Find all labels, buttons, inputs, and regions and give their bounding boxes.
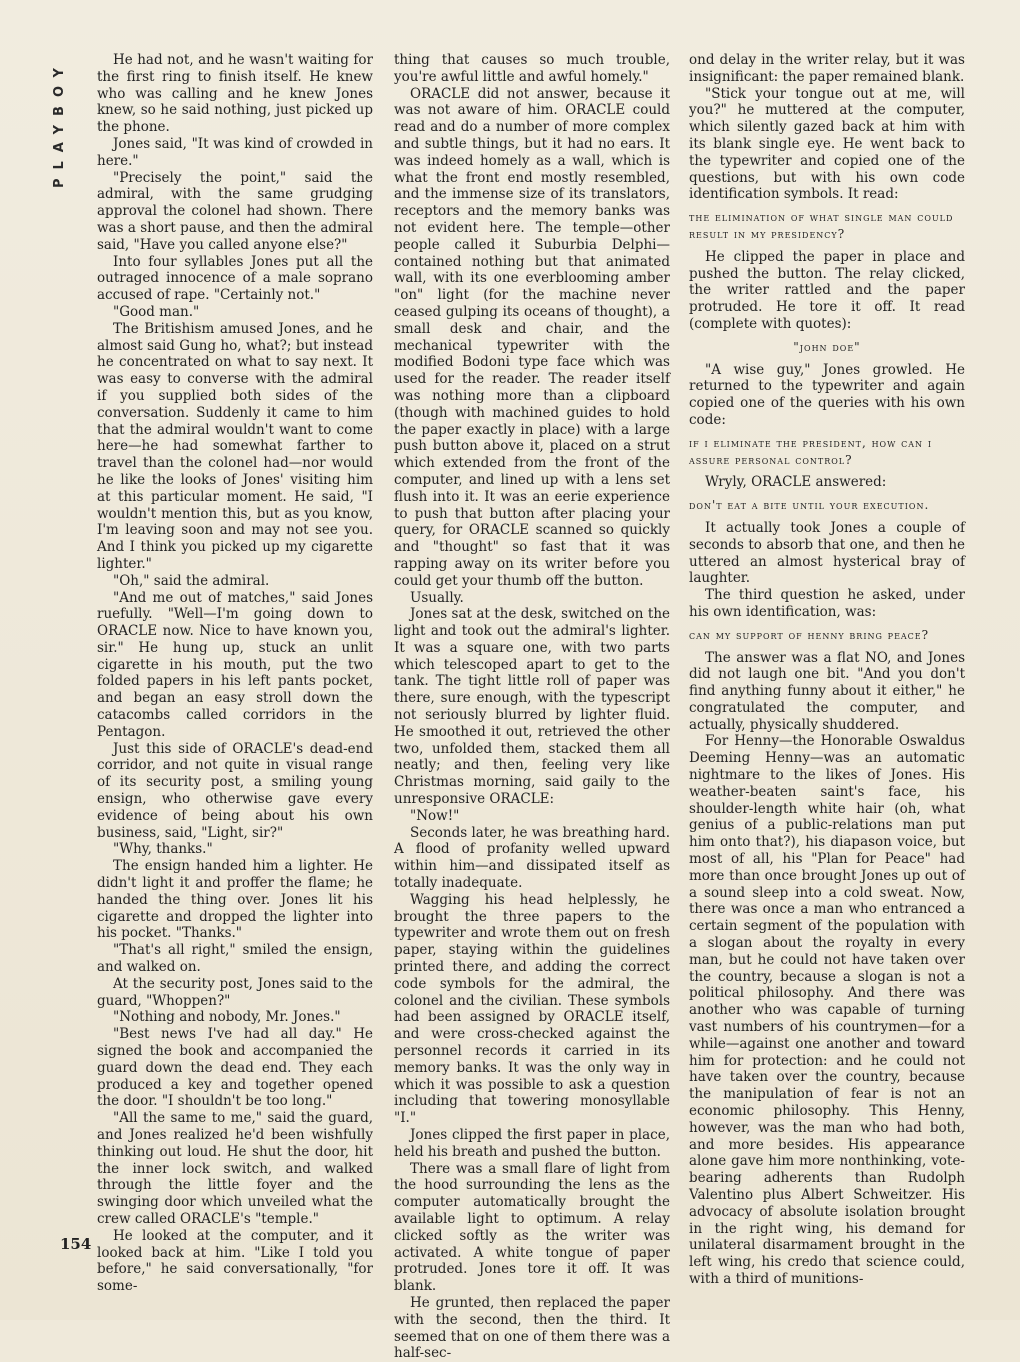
text-column-1	[97, 52, 373, 1302]
paragraph: Jones sat at the desk, switched on the light and took out the admiral's lighter. It was a square one, with two parts which telescoped apart to get to the tank. The tight little roll of paper was there, sure enough, with the typescript not seriously blurred by lighter fluid. He smoothed it out, retrieved the other two, unfolded them, stacked them all neatly; and then, feeling very like Christmas morning, said gaily to the unresponsive ORACLE:	[394, 606, 670, 808]
paragraph: The answer was a flat NO, and Jones did not laugh one bit. "And you don't find anything funny about it either," he congratulated the computer, and actually, physically shuddered.	[689, 649, 965, 733]
paragraph: "That's all right," smiled the ensign, and walked on.	[97, 942, 373, 976]
oracle-code-text: the elimination of what single man could result in my presidency?	[689, 210, 954, 241]
paragraph: "Precisely the point," said the admiral, with the same grudging approval the colonel had shown. There was a short pause, and then the admiral said, "Have you called anyone else?"	[97, 169, 373, 253]
paragraph: Just this side of ORACLE's dead-end corridor, and not quite in visual range of its security post, a smiling young ensign, who otherwise gave every evidence of being about his own business, said, "Light, sir?"	[97, 740, 373, 841]
paragraph: "Stick your tongue out at me, will you?" he muttered at the computer, which silently gazed back at him with its blank single eye. He went back to the typewriter and copied one of the questions, but with his own code identification symbols. It read:	[689, 85, 965, 203]
paragraph: "Nothing and nobody, Mr. Jones."	[113, 1009, 341, 1026]
paragraph: ORACLE did not answer, because it was not aware of him. ORACLE could read and do a number of more complex and subtle things, but it had no ears. It was indeed homely as a wall, which is what the front end mostly resembled, and the immense size of its translators, receptors and the memory banks was not evident here. The temple—other people called it Suburbia Delphi—contained nothing but that animated wall, with its one everblooming amber "on" light (for the machine never ceased gulping its oceans of thought), a small desk and chair, and the mechanical typewriter with the modified Bodoni type face which was used for the reader. The reader itself was nothing more than a clipboard (though with machined guides to hold the paper exactly in place) with a large push button above it, placed on a strut which extended from the front of the computer, and lined up with a lens set flush into it. It was an eerie experience to push that button after placing your query, for ORACLE scanned so quickly and "thought" so fast that it was rapping away on its writer before you could get your thumb off the button.	[394, 85, 670, 589]
paragraph: He looked at the computer, and it looked back at him. "Like I told you before," he said conversationally, "for some-	[97, 1227, 373, 1295]
paragraph: thing that causes so much trouble, you're awful little and awful homely."	[394, 52, 670, 85]
paragraph: Wryly, ORACLE answered:	[705, 474, 887, 491]
paragraph: Wagging his head helplessly, he brought the three papers to the typewriter and wrote them out on fresh paper, staying within the guidelines printed there, and adding the correct code symbols for the admiral, the colonel and the civilian. These symbols had been assigned by ORACLE itself, and were cross-checked against the personnel records it carried in its memory banks. It was the only way in which it was possible to ask a question including that towering monosyllable "I."	[394, 891, 670, 1127]
text-column-3	[689, 52, 965, 1302]
paragraph: There was a small flare of light from the hood surrounding the lens as the computer automatically brought the available light to optimum. A relay clicked softly as the writer was activated. A white tongue of paper protruded. Jones tore it off. It was blank.	[394, 1160, 670, 1295]
magazine-name: PLAYBOY	[52, 59, 67, 189]
paragraph: Into four syllables Jones put all the outraged innocence of a male soprano accused of rape. "Certainly not."	[97, 253, 373, 304]
paragraph: ond delay in the writer relay, but it was insignificant: the paper remained blank.	[689, 52, 965, 85]
paragraph: The ensign handed him a lighter. He didn't light it and proffer the flame; he handed the thing over. Jones lit his cigarette and dropped the lighter into his pocket. "Thanks."	[97, 858, 373, 942]
paragraph: He grunted, then replaced the paper with the second, then the third. It seemed that on one of them there was a half-sec-	[394, 1294, 670, 1362]
paragraph: Seconds later, he was breathing hard. A flood of profanity welled upward within him—and dissipated itself as totally inadequate.	[394, 824, 670, 892]
paragraph: "Now!"	[410, 807, 460, 824]
paragraph: It actually took Jones a couple of seconds to absorb that one, and then he uttered an almost hysterical bray of laughter.	[689, 519, 965, 587]
paragraph: He clipped the paper in place and pushed the button. The relay clicked, the writer rattled and the paper protruded. He tore it off. It read (complete with quotes):	[689, 248, 965, 332]
oracle-code-text: "john doe"	[793, 339, 861, 354]
paragraph: Jones said, "It was kind of crowded in here."	[97, 135, 373, 169]
paragraph: "Best news I've had all day." He signed the book and accompanied the guard down the dead end. They each produced a key and together opened the door. "I shouldn't be too long."	[97, 1026, 373, 1110]
oracle-code-text: if i eliminate the president, how can i assure personal control?	[689, 435, 933, 467]
paragraph: The Britishism amused Jones, and he almost said Gung ho, what?; but instead he concentrated on what to say next. It was easy to converse with the admiral if you supplied both sides of the conversation. Suddenly it came to him that the admiral wouldn't want to come here—he had somewhat farther to travel than the colonel had—nor would he like the looks of Jones' visiting him at this particular moment. He said, "I wouldn't mention this, but as you know, I'm leaving soon and may not see you. And I think you picked up my cigarette lighter."	[97, 320, 373, 572]
paragraph: "And me out of matches," said Jones ruefully. "Well—I'm going down to ORACLE now. Nice to have known you, sir." He hung up, stuck an unlit cigarette in his mouth, put the two folded papers in his left pants pocket, and began an easy stroll down the catacombs called corridors in the Pentagon.	[97, 589, 373, 740]
paragraph: "Oh," said the admiral.	[113, 572, 270, 589]
page-number: 154	[60, 1235, 92, 1253]
paragraph: "All the same to me," said the guard, and Jones realized he'd been wishfully thinking out loud. He shut the door, hit the inner lock switch, and walked through the little foyer and the swinging door which unveiled what the crew called ORACLE's "temple."	[97, 1110, 373, 1227]
text-column-2	[394, 52, 670, 1362]
oracle-code-text: can my support of henny bring peace?	[689, 627, 930, 642]
paragraph: Usually.	[410, 589, 464, 606]
paragraph: For Henny—the Honorable Oswaldus Deeming Henny—was an automatic nightmare to the likes of Jones. His weather-beaten saint's face, his shoulder-length white hair (oh, what genius of a public-relations man put him onto that?), his diapason voice, but most of all, his "Plan for Peace" had more than once brought Jones up out of a sound sleep into a cold sweat. Now, there was once a man who entranced a certain segment of the population with a slogan about the royalty in every man, but he could not have taken over the country, because a slogan is not a political philosophy. And there was another who was capable of turning vast numbers of his countrymen—for a while—against one another and toward him for protection: and he could not have taken over the country, because the manipulation of fear is not an economic philosophy. This Henny, however, was the man who had both, and more besides. His appearance alone gave him more nonthinking, vote-bearing adherents than Rudolph Valentino plus Albert Schweitzer. His advocacy of absolute isolation brought in the right wing, his demand for unilateral disarmament brought in the left wing, his credo that science could, with a third of munitions-	[689, 733, 965, 1287]
paragraph: "A wise guy," Jones growled. He returned to the typewriter and again copied one of the queries with his own code:	[689, 361, 965, 428]
paragraph: The third question he asked, under his own identification, was:	[689, 587, 965, 620]
paragraph: At the security post, Jones said to the guard, "Whoppen?"	[97, 975, 373, 1009]
paragraph: "Why, thanks."	[113, 841, 213, 858]
oracle-code-text: don't eat a bite until your execution.	[689, 498, 930, 513]
paragraph: Jones clipped the first paper in place, held his breath and pushed the button.	[394, 1127, 670, 1160]
paragraph: "Good man."	[113, 303, 200, 320]
paragraph: He had not, and he wasn't waiting for the first ring to finish itself. He knew who was calling and he knew Jones knew, so he said nothing, just picked up the phone.	[97, 52, 373, 136]
